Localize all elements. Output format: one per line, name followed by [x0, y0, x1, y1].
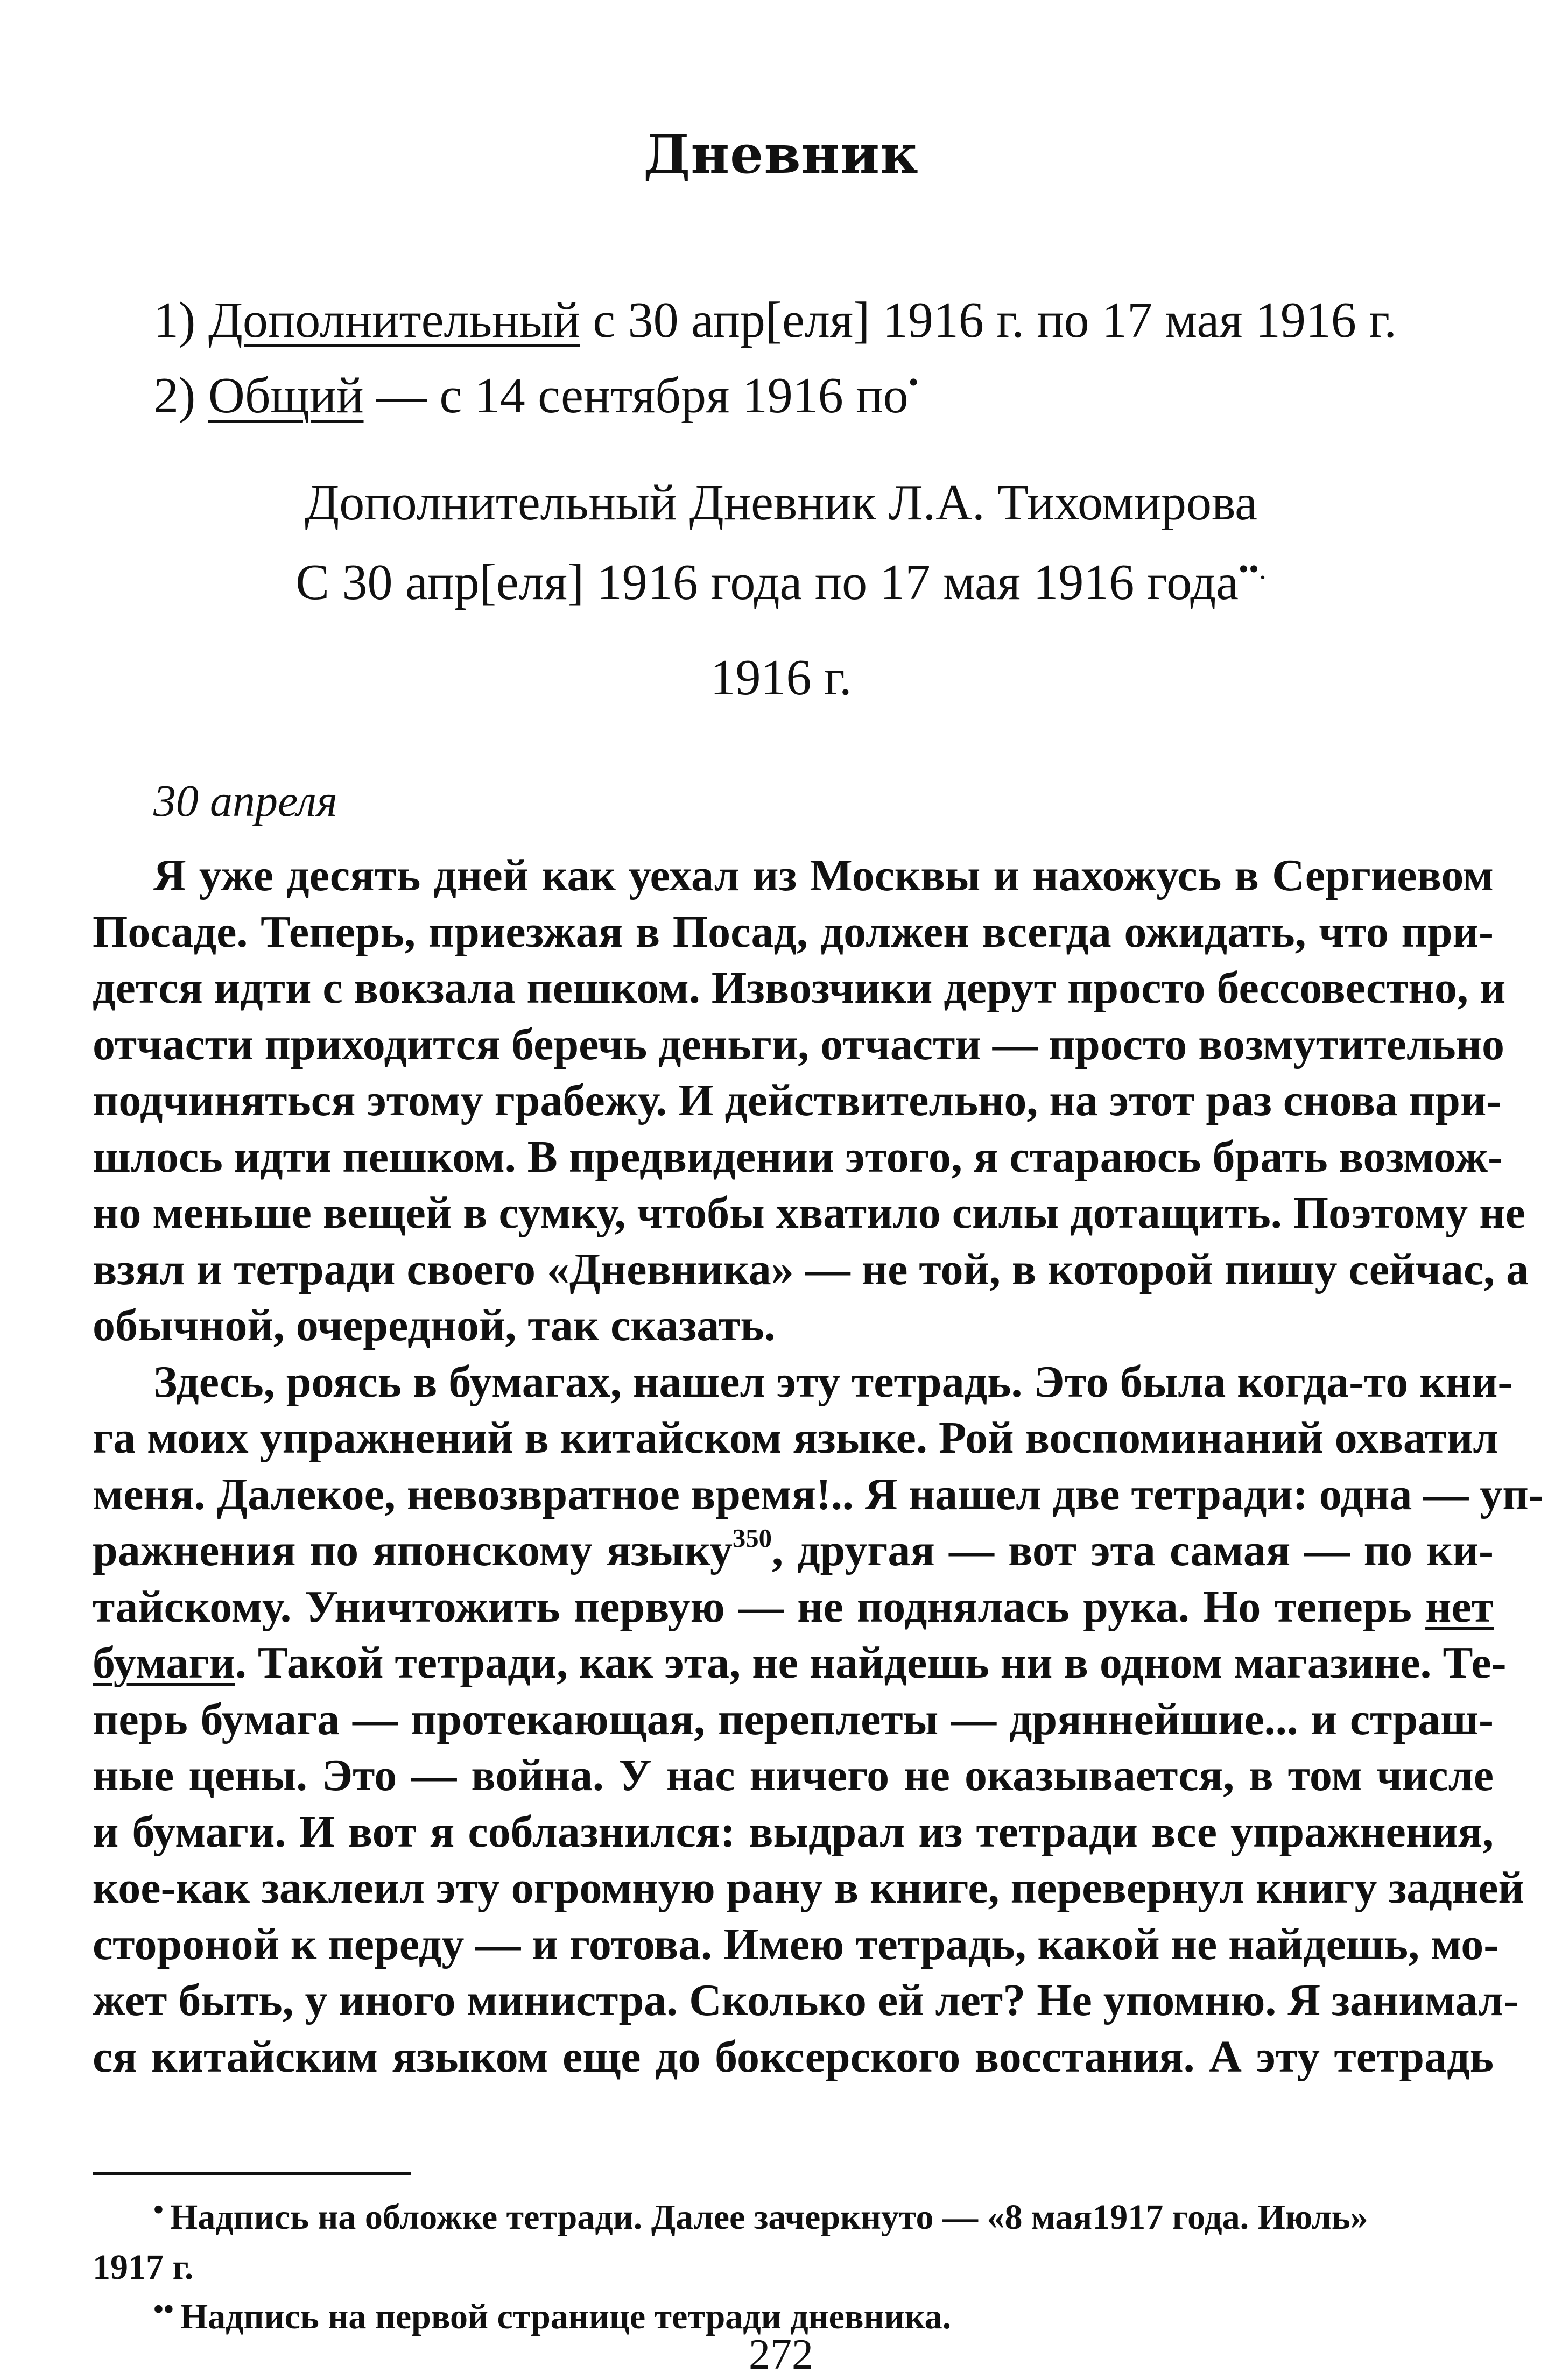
paragraph [93, 1354, 1544, 2086]
diary-entry [93, 848, 1544, 2085]
text-line: но меньше вещей в сумку, чтобы хватило силы дотащить. Поэтому не [93, 1188, 1525, 1238]
text-line: перь бумага — протекающая, переплеты — дряннейшие... и страш- [93, 1694, 1494, 1744]
text-line: дется идти с вокзала пешком. Извозчики дерут просто бессовестно, и [93, 963, 1506, 1013]
footnote-line: 1917 г. [93, 2248, 194, 2287]
footnote-text: Надпись на первой странице тетради дневника. [180, 2297, 952, 2336]
text-segment: тайскому. Уничтожить первую — не поднялась рука. Но теперь [93, 1581, 1426, 1632]
diary-subtitle [0, 463, 1562, 622]
text-line: ные цены. Это — война. У нас ничего не оказывается, в том числе [93, 1750, 1494, 1800]
text-line: га моих упражнений в китайском языке. Рой воспоминаний охватил [93, 1413, 1498, 1463]
text-line: обычной, очередной, так сказать. [93, 1300, 776, 1350]
footnote [93, 2193, 1494, 2292]
text-line [93, 1635, 1507, 1692]
footnote-line [93, 2193, 1494, 2243]
footnote-ref: ••. [1238, 552, 1267, 586]
text-segment: ражнения по японскому языку [93, 1525, 733, 1575]
text-line: ся китайским языком еще до боксерского восстания. А эту тетрадь [93, 2031, 1494, 2082]
subtitle-line: Дополнительный Дневник Л.А. Тихомирова [305, 475, 1257, 531]
text-line: отчасти приходится беречь деньги, отчасти — просто возмутительно [93, 1019, 1505, 1069]
text-line: Здесь, роясь в бумагах, нашел эту тетрадь. Это была когда-то кни- [153, 1356, 1513, 1407]
text-line: Я уже десять дней как уехал из Москвы и нахожусь в Сергиевом [153, 850, 1494, 900]
text-line: Посаде. Теперь, приезжая в Посад, должен всегда ожидать, что при- [93, 906, 1494, 957]
underlined-text: бумаги [93, 1638, 235, 1688]
text-line [93, 1523, 1494, 1579]
toc-entry-label: Общий [208, 368, 364, 424]
toc-entry-number: 1) [153, 292, 196, 348]
footnote-mark: • [153, 2193, 164, 2226]
page-number: 272 [749, 2331, 813, 2378]
text-line: жет быть, у иного министра. Сколько ей лет? Не упомню. Я занимал- [93, 1975, 1519, 2025]
toc-entry-number: 2) [153, 368, 196, 424]
text-line [93, 1579, 1494, 1636]
toc-entry-additional [153, 283, 1397, 358]
text-line: подчиняться этому грабежу. И действительно, на этот раз снова при- [93, 1075, 1502, 1125]
diary-contents [153, 283, 1397, 433]
toc-entry-general [153, 358, 1397, 433]
footnote-ref: • [908, 365, 919, 399]
subtitle-line: С 30 апр[еля] 1916 года по 17 мая 1916 года [295, 554, 1239, 610]
footnote-text: Надпись на обложке тетради. Далее зачеркнуто — «8 мая1917 года. Июль» [170, 2198, 1368, 2237]
toc-entry-text: — с 14 сентября 1916 по [363, 368, 909, 424]
text-segment: . Такой тетради, как эта, не найдешь ни в одном магазине. Те- [235, 1638, 1507, 1688]
footnote-divider [93, 2172, 411, 2175]
text-line: меня. Далекое, невозвратное время!.. Я нашел две тетради: одна — уп- [93, 1469, 1544, 1519]
text-line: стороной к переду — и готова. Имею тетрадь, какой не найдешь, мо- [93, 1919, 1499, 1969]
page-title: Дневник [643, 124, 919, 186]
endnote-ref: 350 [732, 1524, 772, 1553]
toc-entry-text: с 30 апр[еля] 1916 г. по 17 мая 1916 г. [580, 292, 1397, 348]
underlined-text: нет [1425, 1581, 1494, 1632]
text-segment: , другая — вот эта самая — по ки- [771, 1525, 1494, 1575]
text-line: взял и тетради своего «Дневника» — не той, в которой пишу сейчас, а [93, 1244, 1529, 1294]
text-line: кое-как заклеил эту огромную рану в книге, перевернул книгу задней [93, 1863, 1524, 1913]
year-heading: 1916 г. [710, 650, 852, 706]
paragraph [93, 848, 1529, 1354]
footnote-mark: •• [153, 2293, 174, 2325]
toc-entry-label: Дополнительный [208, 292, 580, 348]
text-line: и бумаги. И вот я соблазнился: выдрал из тетради все упражнения, [93, 1806, 1494, 1857]
entry-date: 30 апреля [153, 776, 337, 826]
text-line: шлось идти пешком. В предвидении этого, я стараюсь брать возмож- [93, 1131, 1503, 1182]
